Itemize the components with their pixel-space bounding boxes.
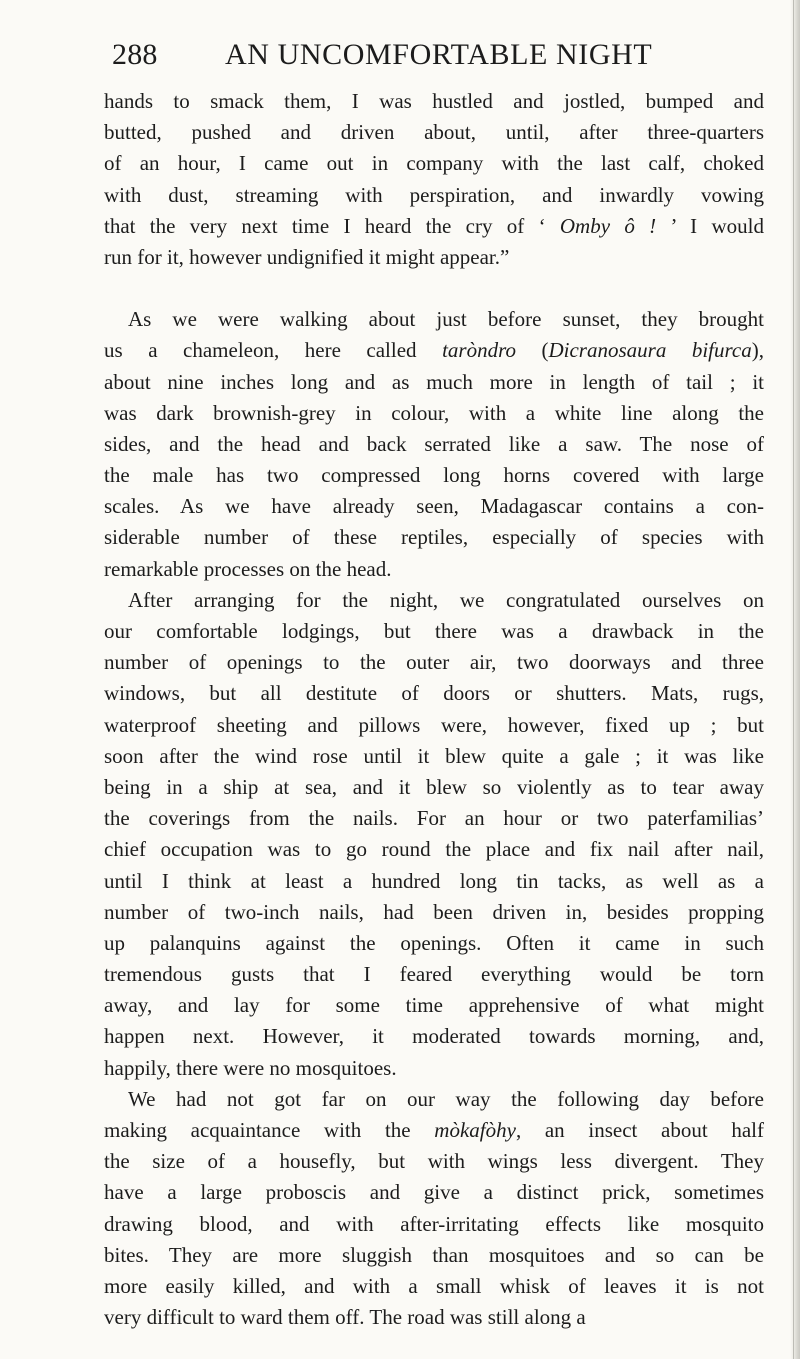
text-line — [104, 741, 764, 772]
text-segment: more easily killed, and with a small whisk of leaves it is not — [104, 1273, 764, 1298]
text-line — [104, 834, 764, 865]
text-segment: We had not got far on our way the following day before — [128, 1086, 764, 1111]
text-segment: siderable number of these reptiles, especially of species with — [104, 525, 764, 550]
text-segment: the size of a housefly, but with wings less divergent. They — [104, 1149, 764, 1174]
text-line — [104, 117, 764, 148]
text-line — [104, 335, 764, 366]
text-line — [104, 367, 764, 398]
text-line — [104, 1053, 764, 1084]
text-segment: number of two-inch nails, had been driven in, besides propping — [104, 899, 764, 924]
text-segment: scales. As we have already seen, Madagascar contains a con- — [104, 494, 764, 519]
text-segment: As we were walking about just before sunset, they brought — [128, 307, 764, 332]
text-line — [104, 1146, 764, 1177]
text-segment: away, and lay for some time apprehensive of what might — [104, 993, 764, 1018]
text-segment: tremendous gusts that I feared everything would be torn — [104, 962, 764, 987]
text-segment: that the very next time I heard the cry of ‘ — [104, 213, 560, 238]
italic-text: taròndro — [442, 338, 516, 363]
paragraph — [104, 86, 764, 273]
text-segment: waterproof sheeting and pillows were, however, fixed up ; but — [104, 712, 764, 737]
text-segment: butted, pushed and driven about, until, after three-quarters — [104, 120, 764, 145]
text-line — [104, 803, 764, 834]
text-segment: , an insect about half — [515, 1118, 764, 1142]
text-segment: of an hour, I came out in company with the last calf, choked — [104, 151, 764, 176]
text-line — [104, 928, 764, 959]
text-segment: ), — [751, 338, 764, 363]
text-line — [104, 180, 764, 211]
text-line — [104, 1177, 764, 1208]
text-line — [104, 897, 764, 928]
text-line — [104, 460, 764, 491]
text-line — [104, 86, 764, 117]
text-segment: windows, but all destitute of doors or shutters. Mats, rugs, — [104, 681, 764, 706]
page-number: 288 — [112, 38, 158, 71]
text-line — [104, 866, 764, 897]
text-line — [104, 585, 764, 616]
text-line — [104, 772, 764, 803]
paragraph-gap — [104, 273, 764, 304]
text-segment: chief occupation was to go round the place and fix nail after nail, — [104, 837, 764, 862]
text-segment: being in a ship at sea, and it blew so violently as to tear away — [104, 774, 764, 799]
paragraph — [104, 1084, 764, 1334]
page-edge-shadow — [790, 0, 800, 1359]
text-line — [104, 242, 764, 273]
text-line — [104, 1115, 764, 1146]
text-line — [104, 1084, 764, 1115]
italic-text: Dicranosaura bifurca — [548, 338, 752, 363]
text-segment: the male has two compressed long horns covered with large — [104, 463, 764, 488]
text-line — [104, 1302, 764, 1333]
text-segment: have a large proboscis and give a distinct prick, sometimes — [104, 1180, 764, 1205]
text-segment: until I think at least a hundred long tin tacks, as well as a — [104, 868, 764, 893]
text-segment: bites. They are more sluggish than mosquitoes and so can be — [104, 1242, 764, 1267]
text-segment: soon after the wind rose until it blew quite a gale ; it was like — [104, 743, 764, 768]
page-header — [112, 38, 762, 82]
text-line — [104, 959, 764, 990]
text-segment: sides, and the head and back serrated like a saw. The nose of — [104, 431, 764, 456]
text-line — [104, 554, 764, 585]
italic-text: Omby ô ! — [559, 213, 657, 238]
text-segment: ( — [515, 338, 549, 363]
text-line — [104, 304, 764, 335]
text-segment: about nine inches long and as much more in length of tail ; it — [104, 369, 764, 394]
text-segment: us a chameleon, here called — [104, 338, 443, 363]
text-line — [104, 491, 764, 522]
italic-text: mòkafòhy — [434, 1118, 516, 1142]
text-line — [104, 1021, 764, 1052]
text-line — [104, 616, 764, 647]
text-line — [104, 1271, 764, 1302]
text-segment: our comfortable lodgings, but there was a drawback in the — [104, 619, 764, 643]
text-segment: hands to smack them, I was hustled and jostled, bumped and — [104, 89, 764, 113]
running-title: AN UNCOMFORTABLE NIGHT — [225, 38, 653, 71]
text-segment: making acquaintance with the — [104, 1118, 435, 1142]
text-segment: run for it, however undignified it might appear.” — [104, 244, 510, 269]
text-segment: After arranging for the night, we congratulated ourselves on — [128, 587, 764, 612]
text-line — [104, 429, 764, 460]
text-segment: ’ I would — [656, 213, 764, 238]
paragraph — [104, 585, 764, 1084]
text-line — [104, 710, 764, 741]
text-segment: happily, there were no mosquitoes. — [104, 1055, 397, 1080]
paragraph — [104, 304, 764, 585]
text-segment: with dust, streaming with perspiration, and inwardly vowing — [104, 182, 764, 207]
text-segment: happen next. However, it moderated towards morning, and, — [104, 1024, 764, 1049]
text-segment: was dark brownish-grey in colour, with a white line along the — [104, 400, 764, 425]
text-line — [104, 1209, 764, 1240]
text-line — [104, 678, 764, 709]
body-text — [104, 86, 764, 1333]
text-line — [104, 1240, 764, 1271]
text-segment: the coverings from the nails. For an hour or two paterfamilias’ — [104, 806, 764, 831]
text-line — [104, 148, 764, 179]
text-segment: up palanquins against the openings. Often it came in such — [104, 930, 764, 955]
text-line — [104, 398, 764, 429]
text-segment: very difficult to ward them off. The road was still along a — [104, 1305, 586, 1330]
text-line — [104, 522, 764, 553]
text-segment: remarkable processes on the head. — [104, 556, 392, 581]
text-line — [104, 647, 764, 678]
text-line — [104, 990, 764, 1021]
text-segment: number of openings to the outer air, two doorways and three — [104, 650, 764, 675]
text-segment: drawing blood, and with after-irritating effects like mosquito — [104, 1211, 764, 1236]
text-line — [104, 211, 764, 242]
